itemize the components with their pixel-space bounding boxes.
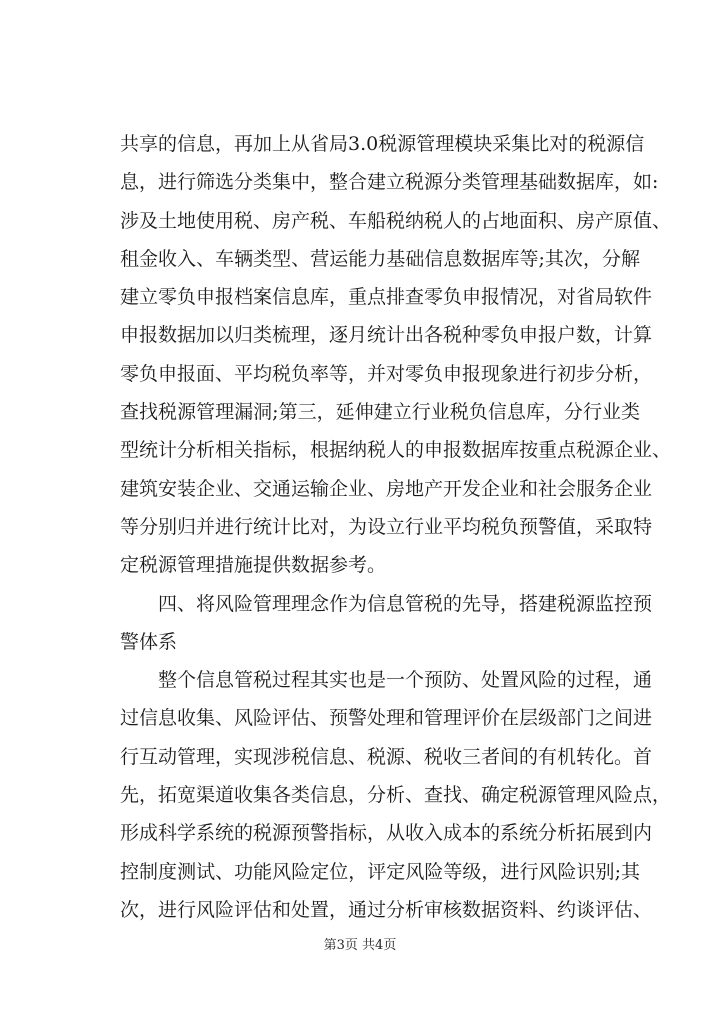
document-body bbox=[120, 125, 672, 929]
paragraph-line: 共享的信息，再加上从省局3.0税源管理模块采集比对的税源信 bbox=[120, 133, 645, 155]
paragraph-line: 定税源管理措施提供数据参考。 bbox=[120, 554, 387, 577]
paragraph-line: 等分别归并进行统计比对，为设立行业平均税负预警值，采取特 bbox=[120, 515, 653, 538]
paragraph-line: 息，进行筛选分类集中，整合建立税源分类管理基础数据库，如: bbox=[120, 171, 659, 194]
paragraph-line: 型统计分析相关指标，根据纳税人的申报数据库按重点税源企业、 bbox=[120, 439, 672, 462]
paragraph-line: 过信息收集、风险评估、预警处理和管理评价在层级部门之间进 bbox=[120, 707, 653, 730]
paragraph-line: 整个信息管税过程其实也是一个预防、处置风险的过程，通 bbox=[158, 669, 653, 692]
paragraph-line: 形成科学系统的税源预警指标，从收入成本的系统分析拓展到内 bbox=[120, 822, 653, 845]
paragraph-line: 涉及土地使用税、房产税、车船税纳税人的占地面积、房产原值、 bbox=[120, 209, 672, 232]
paragraph-line: 租金收入、车辆类型、营运能力基础信息数据库等;其次，分解 bbox=[120, 247, 640, 270]
paragraph-line: 先，拓宽渠道收集各类信息，分析、查找、确定税源管理风险点， bbox=[120, 784, 672, 807]
paragraph-line: 控制度测试、功能风险定位，评定风险等级，进行风险识别;其 bbox=[120, 860, 640, 883]
section-heading: 四、将风险管理理念作为信息管税的先导，搭建税源监控预 bbox=[158, 592, 653, 615]
paragraph-line: 申报数据加以归类梳理，逐月统计出各税种零负申报户数，计算 bbox=[120, 324, 653, 347]
page-number: 第3页 共4页 bbox=[323, 938, 397, 953]
paragraph-line: 次，进行风险评估和处置，通过分析审核数据资料、约谈评估、 bbox=[120, 898, 653, 921]
paragraph-line: 建立零负申报档案信息库，重点排查零负申报情况，对省局软件 bbox=[120, 286, 653, 309]
paragraph-line: 建筑安装企业、交通运输企业、房地产开发企业和社会服务企业 bbox=[120, 477, 653, 500]
page-footer bbox=[0, 937, 720, 955]
paragraph-line: 行互动管理，实现涉税信息、税源、税收三者间的有机转化。首 bbox=[120, 745, 653, 768]
paragraph-line: 零负申报面、平均税负率等，并对零负申报现象进行初步分析， bbox=[120, 362, 653, 385]
section-heading: 警体系 bbox=[120, 630, 178, 653]
paragraph-line: 查找税源管理漏洞;第三，延伸建立行业税负信息库，分行业类 bbox=[120, 401, 640, 424]
